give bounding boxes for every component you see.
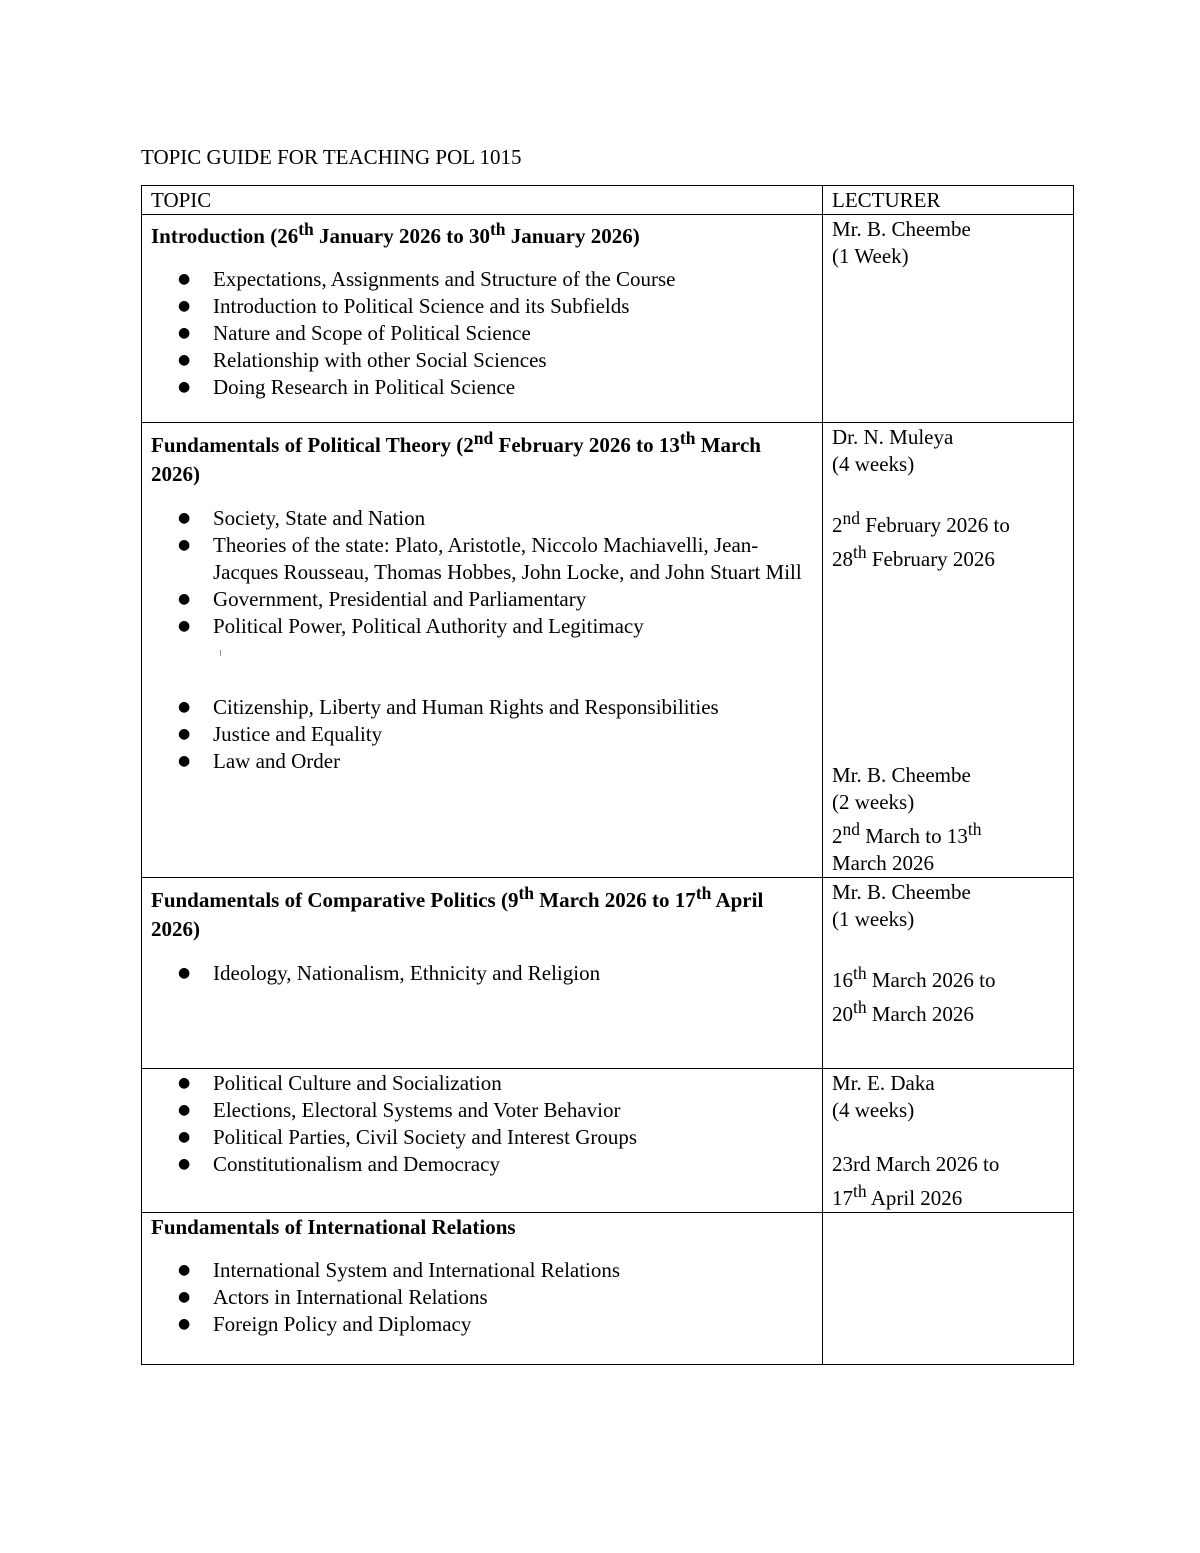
topic-list (151, 694, 814, 775)
lecturer-name: Dr. N. Muleya (832, 425, 954, 449)
topic-list (151, 960, 814, 987)
lecturer-duration: (1 weeks) (832, 907, 915, 931)
lecturer-dates: March 2026 (832, 851, 935, 875)
header-lecturer: LECTURER (823, 186, 1074, 215)
list-item: ● Nature and Scope of Political Science (213, 320, 814, 347)
lecturer-name: Mr. B. Cheembe (832, 217, 971, 241)
lecturer-name: Mr. B. Cheembe (832, 763, 971, 787)
topic-list (151, 266, 814, 401)
topic-heading: Introduction (26th January 2026 to 30th January 2026) (151, 219, 640, 248)
lecturer-cell (823, 878, 1074, 1069)
list-item: ● Foreign Policy and Diplomacy (213, 1311, 814, 1338)
topic-heading: Fundamentals of International Relations (151, 1215, 516, 1239)
lecturer-dates: 2nd March to 13th (832, 819, 982, 848)
list-item: ● Law and Order (213, 748, 814, 775)
table-header-row (142, 186, 1074, 215)
lecturer-dates: 16th March 2026 to (832, 963, 996, 992)
list-item: ● Expectations, Assignments and Structure of the Course (213, 266, 814, 293)
list-item: ● Political Power, Political Authority and Legitimacy (213, 613, 814, 640)
lecturer-dates: 2nd February 2026 to (832, 508, 1010, 537)
topic-cell (142, 1213, 823, 1365)
list-item: ● Constitutionalism and Democracy (213, 1151, 814, 1178)
table-row (142, 1069, 1074, 1213)
lecturer-duration: (4 weeks) (832, 452, 915, 476)
lecturer-dates: 20th March 2026 (832, 997, 974, 1026)
table-row (142, 215, 1074, 423)
list-item: ● Ideology, Nationalism, Ethnicity and Religion (213, 960, 814, 987)
lecturer-duration: (2 weeks) (832, 790, 915, 814)
topic-cell (142, 423, 823, 878)
lecturer-cell (823, 215, 1074, 423)
lecturer-dates: 23rd March 2026 to (832, 1152, 1000, 1176)
lecturer-duration: (4 weeks) (832, 1098, 915, 1122)
topic-cell (142, 878, 823, 1069)
table-row (142, 1213, 1074, 1365)
list-item: ● Society, State and Nation (213, 505, 814, 532)
lecturer-name: Mr. B. Cheembe (832, 880, 971, 904)
list-item: ● Political Parties, Civil Society and Interest Groups (213, 1124, 814, 1151)
document-title: TOPIC GUIDE FOR TEACHING POL 1015 (141, 145, 522, 169)
table-row (142, 878, 1074, 1069)
list-item: ● Introduction to Political Science and its Subfields (213, 293, 814, 320)
list-item: ● Government, Presidential and Parliamentary (213, 586, 814, 613)
lecturer-name: Mr. E. Daka (832, 1071, 935, 1095)
lecturer-cell (823, 1069, 1074, 1213)
lecturer-dates: 17th April 2026 (832, 1181, 963, 1210)
list-item: ● Relationship with other Social Sciences (213, 347, 814, 374)
lecturer-cell (823, 1213, 1074, 1365)
topic-cell (142, 215, 823, 423)
header-topic: TOPIC (142, 186, 823, 215)
list-item: ● Doing Research in Political Science (213, 374, 814, 401)
lecturer-duration: (1 Week) (832, 244, 909, 268)
lecturer-cell (823, 423, 1074, 878)
list-item: ● International System and International Relations (213, 1257, 814, 1284)
table-row (142, 423, 1074, 878)
list-item: ● Elections, Electoral Systems and Voter Behavior (213, 1097, 814, 1124)
list-item: ● Justice and Equality (213, 721, 814, 748)
topic-heading: Fundamentals of Political Theory (2nd February 2026 to 13th March 2026) (151, 428, 761, 486)
topic-list (151, 1070, 814, 1178)
stray-mark (151, 640, 814, 694)
lecturer-dates: 28th February 2026 (832, 542, 995, 571)
list-item: ● Theories of the state: Plato, Aristotle, Niccolo Machiavelli, Jean-Jacques Rousseau, Thomas Hobbes, John Locke, and John Stuart Mill (213, 532, 814, 586)
topic-list (151, 505, 814, 640)
topic-guide-table (141, 185, 1074, 1365)
topic-heading: Fundamentals of Comparative Politics (9th March 2026 to 17th April 2026) (151, 883, 764, 941)
list-item: ● Political Culture and Socialization (213, 1070, 814, 1097)
list-item: ● Citizenship, Liberty and Human Rights and Responsibilities (213, 694, 814, 721)
list-item: ● Actors in International Relations (213, 1284, 814, 1311)
topic-list (151, 1257, 814, 1338)
topic-cell (142, 1069, 823, 1213)
